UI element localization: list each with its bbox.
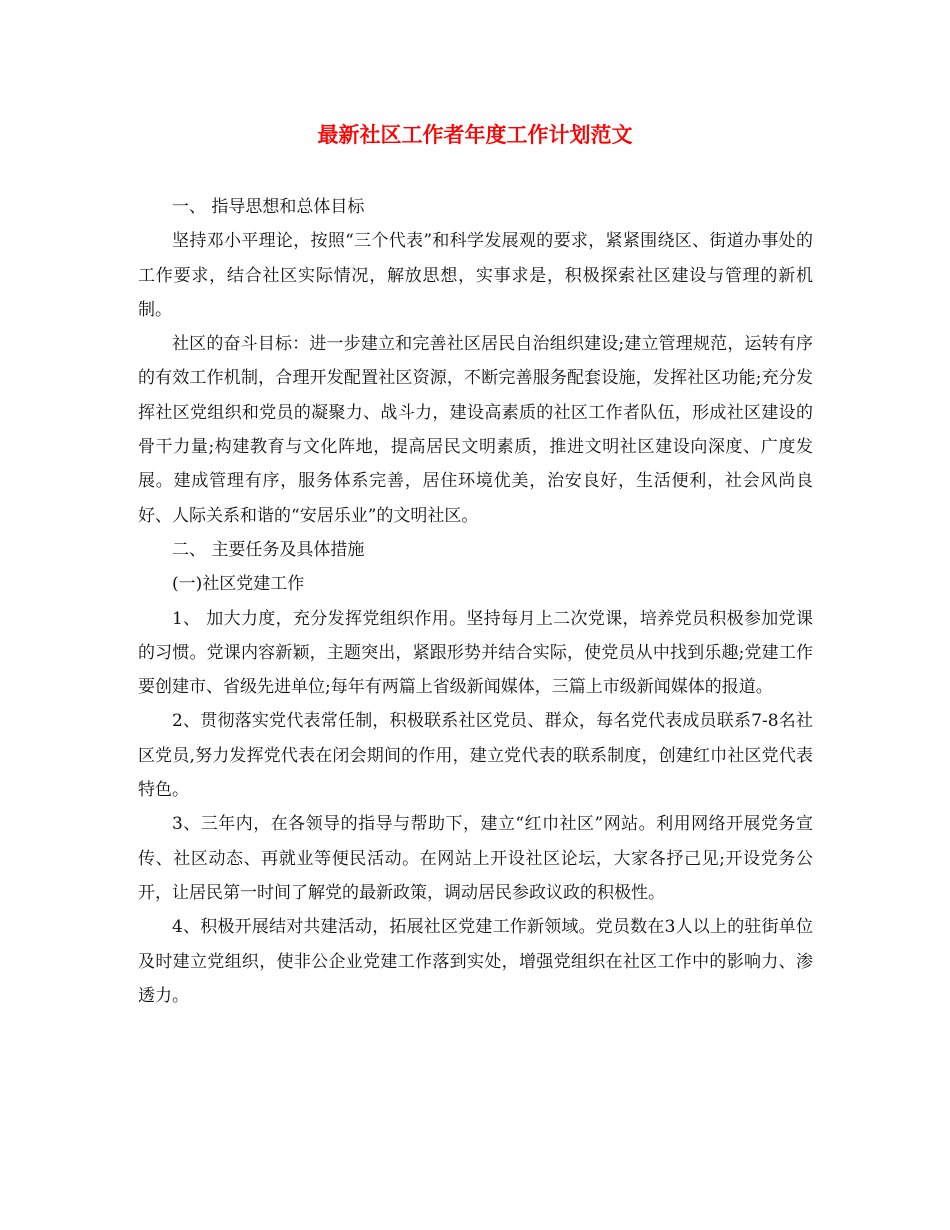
section-heading-main-tasks: 二、 主要任务及具体措施 [172,539,365,560]
list-item-3: 3、三年内，在各领导的指导与帮助下，建立“红巾社区”网站。利用网络开展党务宣传、社区动态、再就业等便民活动。在网站上开设社区论坛，大家各抒己见;开设党务公开，让居民第一时间了解党的最新政策，调动居民参政议政的积极性。 [138,814,813,903]
document-body [138,190,813,1013]
document-title: 最新社区工作者年度工作计划范文 [317,122,633,147]
list-item-2: 2、贯彻落实党代表常任制，积极联系社区党员、群众，每名党代表成员联系7-8名社区党员,努力发挥党代表在闭会期间的作用，建立党代表的联系制度，创建红巾社区党代表特色。 [138,711,813,801]
subsection-heading-party-building: (一)社区党建工作 [172,574,305,595]
paragraph-guiding-theory: 坚持邓小平理论，按照“三个代表”和科学发展观的要求，紧紧围绕区、街道办事处的工作要求，结合社区实际情况，解放思想，实事求是，积极探索社区建设与管理的新机制。 [138,231,813,320]
section-heading-guiding-principles: 一、 指导思想和总体目标 [172,197,365,217]
list-item-4: 4、积极开展结对共建活动，拓展社区党建工作新领域。党员数在3人以上的驻街单位及时建立党组织，使非公企业党建工作落到实处，增强党组织在社区工作中的影响力、渗透力。 [138,917,813,1006]
paragraph-community-goals: 社区的奋斗目标：进一步建立和完善社区居民自治组织建设;建立管理规范，运转有序的有效工作机制，合理开发配置社区资源，不断完善服务配套设施，发挥社区功能;充分发挥社区党组织和党员的凝聚力、战斗力，建设高素质的社区工作者队伍，形成社区建设的骨干力量;构建教育与文化阵地，提高居民文明素质，推进文明社区建设向深度、广度发展。建成管理有序，服务体系完善，居住环境优美，治安良好，生活便利，社会风尚良好、人际关系和谐的“安居乐业”的文明社区。 [138,334,813,526]
list-item-1: 1、 加大力度，充分发挥党组织作用。坚持每月上二次党课，培养党员积极参加党课的习惯。党课内容新颖，主题突出，紧跟形势并结合实际，使党员从中找到乐趣;党建工作要创建市、省级先进单位;每年有两篇上省级新闻媒体，三篇上市级新闻媒体的报道。 [138,608,813,698]
